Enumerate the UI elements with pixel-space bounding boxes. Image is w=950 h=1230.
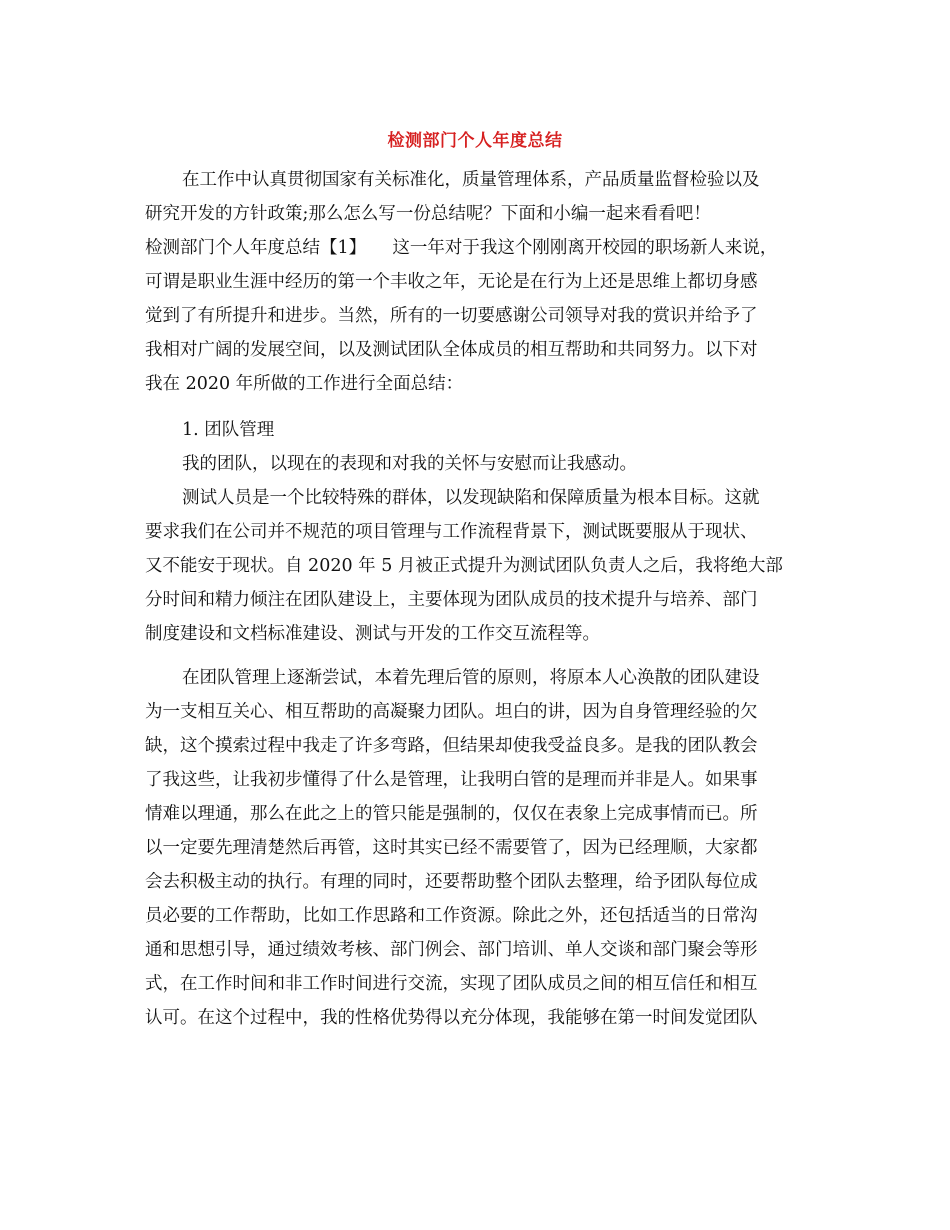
text-line: 通和思想引导，通过绩效考核、部门例会、部门培训、单人交谈和部门聚会等形 (145, 940, 758, 960)
text-line: 又不能安于现状。自 2020 年 5 月被正式提升为测试团队负责人之后，我将绝大部 (145, 556, 783, 576)
text-line: 认可。在这个过程中，我的性格优势得以充分体现，我能够在第一时间发觉团队 (145, 1008, 758, 1028)
text-line: 觉到了有所提升和进步。当然，所有的一切要感谢公司领导对我的赏识并给予了 (145, 306, 758, 326)
text-line: 要求我们在公司并不规范的项目管理与工作流程背景下，测试既要服从于现状、 (145, 522, 758, 542)
text-line: 检测部门个人年度总结【1】 这一年对于我这个刚刚离开校园的职场新人来说， (145, 238, 778, 258)
text-line: 测试人员是一个比较特殊的群体，以发现缺陷和保障质量为根本目标。这就 (182, 488, 760, 508)
text-line: 会去积极主动的执行。有理的同时，还要帮助整个团队去整理，给予团队每位成 (145, 872, 758, 892)
text-line: 在工作中认真贯彻国家有关标准化，质量管理体系，产品质量监督检验以及 (182, 170, 760, 190)
text-line: 缺，这个摸索过程中我走了许多弯路，但结果却使我受益良多。是我的团队教会 (145, 736, 758, 756)
text-line: 我的团队，以现在的表现和对我的关怀与安慰而让我感动。 (182, 454, 637, 474)
text-line: 我相对广阔的发展空间，以及测试团队全体成员的相互帮助和共同努力。以下对 (145, 340, 758, 360)
text-line: 员必要的工作帮助，比如工作思路和工作资源。除此之外，还包括适当的日常沟 (145, 906, 758, 926)
document-title: 检测部门个人年度总结 (387, 131, 563, 151)
text-line: 情难以理通，那么在此之上的管只能是强制的，仅仅在表象上完成事情而已。所 (145, 804, 758, 824)
text-line: 了我这些，让我初步懂得了什么是管理，让我明白管的是理而并非是人。如果事 (145, 770, 758, 790)
text-line: 我在 2020 年所做的工作进行全面总结： (145, 374, 464, 394)
text-line: 为一支相互关心、相互帮助的高凝聚力团队。坦白的讲，因为自身管理经验的欠 (145, 702, 758, 722)
section-heading: 1. 团队管理 (182, 420, 275, 440)
text-line: 可谓是职业生涯中经历的第一个丰收之年，无论是在行为上还是思维上都切身感 (145, 272, 758, 292)
text-line: 分时间和精力倾注在团队建设上，主要体现为团队成员的技术提升与培养、部门 (145, 590, 758, 610)
text-line: 式，在工作时间和非工作时间进行交流，实现了团队成员之间的相互信任和相互 (145, 974, 758, 994)
text-line: 在团队管理上逐渐尝试，本着先理后管的原则，将原本人心涣散的团队建设 (182, 668, 760, 688)
text-line: 研究开发的方针政策;那么怎么写一份总结呢？下面和小编一起来看看吧！ (145, 204, 711, 224)
text-line: 制度建设和文档标准建设、测试与开发的工作交互流程等。 (145, 624, 600, 644)
text-line: 以一定要先理清楚然后再管，这时其实已经不需要管了，因为已经理顺，大家都 (145, 838, 758, 858)
